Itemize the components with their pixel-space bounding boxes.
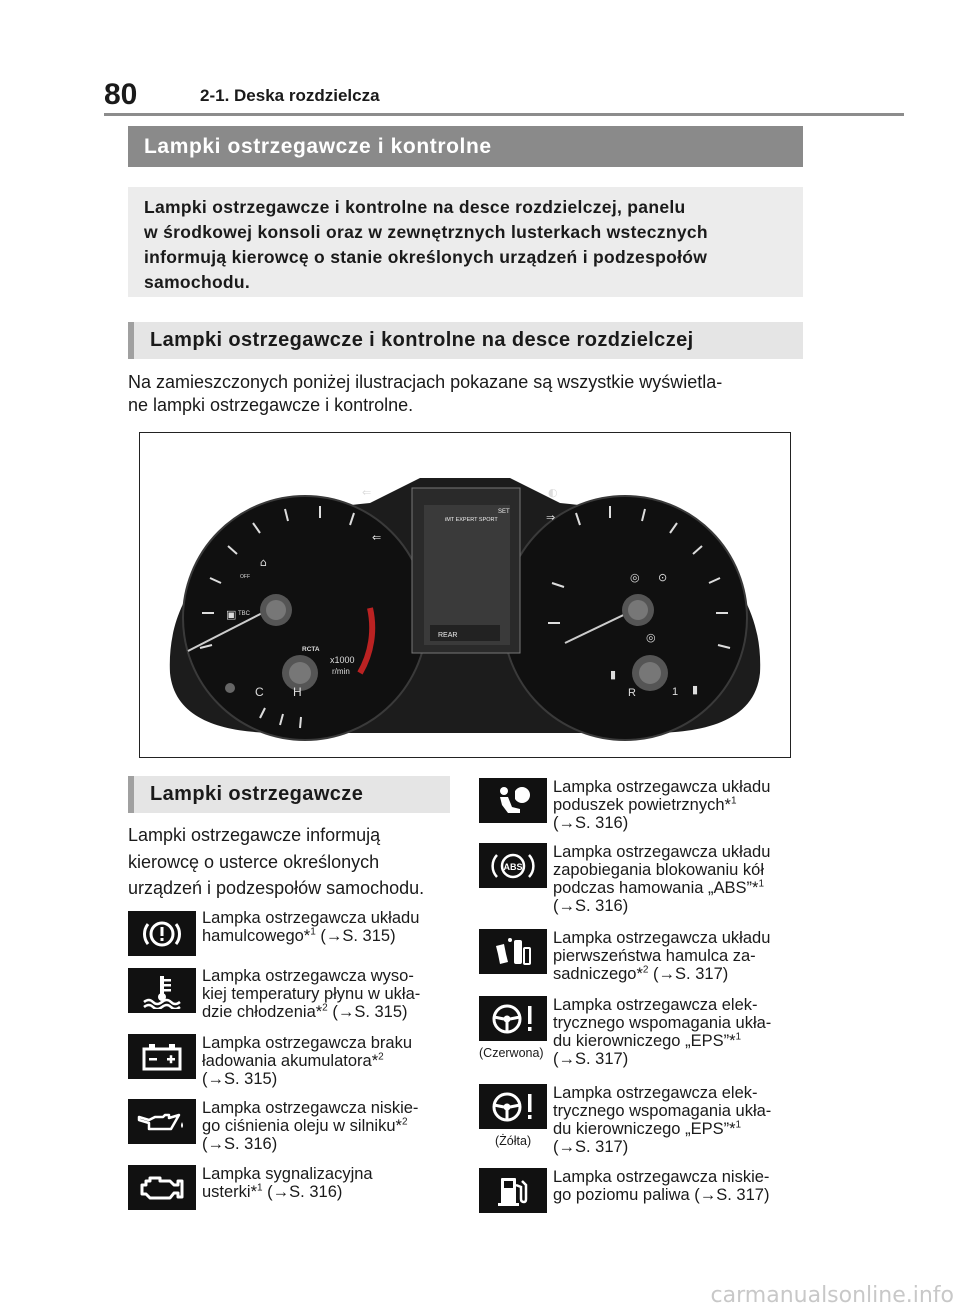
footnote-marker: 2 — [642, 964, 649, 976]
description-line — [553, 879, 813, 897]
footnote-marker: 2 — [378, 1051, 384, 1063]
description-line — [202, 1003, 464, 1021]
intro-line: Lampki ostrzegawcze i kontrolne na desce rozdzielczej, panelu — [144, 197, 686, 217]
page-number: 80 — [104, 78, 138, 111]
page-reference: (→S. 316) — [553, 814, 629, 832]
description-line: Lampka ostrzegawcza elek- — [553, 996, 758, 1014]
description-line — [202, 927, 462, 945]
footnote-marker: 2 — [401, 1116, 408, 1128]
eps-yellow-icon — [479, 1084, 547, 1129]
description-line: trycznego wspomagania ukła- — [553, 1102, 772, 1120]
display-modes-label: iMT EXPERT SPORT — [445, 517, 498, 523]
description-line — [202, 1052, 464, 1070]
description-line — [553, 965, 813, 983]
description-text: du kierowniczego „EPS”* — [553, 1120, 736, 1138]
description-text: usterki* — [202, 1183, 258, 1201]
description-text: podczas hamowania „ABS”* — [553, 879, 759, 897]
subheading-dashboard: Lampki ostrzegawcze i kontrolne na desce rozdzielczej — [128, 322, 803, 359]
description-line — [553, 1120, 813, 1138]
paragraph-line: Na zamieszczonych poniżej ilustracjach pokazane są wszystkie wyświetla- — [128, 372, 723, 392]
instrument-cluster-illustration — [139, 432, 791, 758]
svg-text:▣: ▣ — [226, 608, 237, 621]
fuel-empty-label: R — [628, 687, 636, 699]
brake-override-icon — [479, 929, 547, 974]
tbc-label: TBC — [238, 611, 250, 617]
description-line: Lampka ostrzegawcza braku — [202, 1034, 413, 1052]
temp-hot-label: H — [293, 685, 302, 699]
eps-yellow-color-note: (Żółta) — [495, 1134, 532, 1148]
page-reference: (→S. 315) — [315, 927, 396, 945]
page-title-banner: Lampki ostrzegawcze i kontrolne — [128, 126, 803, 167]
low-fuel-description — [553, 1168, 815, 1204]
page-reference: (→S. 315) — [327, 1003, 408, 1021]
warning-intro-line: urządzeń i podzespołów samochodu. — [128, 878, 425, 898]
description-line: Lampka ostrzegawcza układu — [553, 929, 771, 947]
battery-charge-icon — [128, 1034, 196, 1079]
warning-intro-line: Lampki ostrzegawcze informują — [128, 825, 381, 845]
temp-cold-label: C — [255, 685, 264, 699]
description-line — [553, 796, 813, 814]
footnote-marker: 1 — [758, 878, 764, 890]
description-line: Lampka ostrzegawcza elek- — [553, 1084, 758, 1102]
oil-pressure-description — [202, 1099, 464, 1153]
watermark: carmanualsonline.info — [710, 1283, 954, 1308]
page-reference: (→S. 316) — [262, 1183, 343, 1201]
oil-pressure-icon — [128, 1099, 196, 1144]
svg-text:◎: ◎ — [646, 631, 656, 644]
description-line: Lampka ostrzegawcza układu — [553, 843, 771, 861]
svg-text:◎: ◎ — [630, 571, 640, 584]
intro-line: samochodu. — [144, 272, 251, 292]
intro-box — [128, 187, 803, 297]
description-line — [202, 1183, 464, 1201]
eps-red-color-note: (Czerwona) — [479, 1046, 544, 1060]
section-title: 2-1. Deska rozdzielcza — [200, 86, 380, 105]
subheading-warning-lights: Lampki ostrzegawcze — [128, 776, 450, 813]
description-line — [553, 1032, 813, 1050]
svg-text:▮: ▮ — [610, 668, 617, 681]
set-label: SET — [498, 509, 510, 515]
check-engine-description — [202, 1165, 464, 1201]
svg-text:◐: ◐ — [548, 486, 558, 499]
description-line: kiej temperatury płynu w ukła- — [202, 985, 421, 1003]
footnote-marker: 1 — [257, 1182, 263, 1194]
paragraph-line: ne lampki ostrzegawcze i kontrolne. — [128, 395, 414, 415]
dashboard-paragraph — [128, 371, 808, 417]
footnote-marker: 2 — [322, 1002, 328, 1014]
check-engine-icon — [128, 1165, 196, 1210]
intro-line: w środkowej konsoli oraz w zewnętrznych lusterkach wstecznych — [144, 222, 708, 242]
low-fuel-icon — [479, 1168, 547, 1213]
description-line: Lampka ostrzegawcza niskie- — [553, 1168, 770, 1186]
footnote-marker: 1 — [310, 926, 316, 938]
airbag-icon — [479, 778, 547, 823]
svg-text:ABS: ABS — [503, 861, 523, 872]
eps-red-icon — [479, 996, 547, 1041]
eps-red-description — [553, 996, 813, 1068]
description-line: zapobiegania blokowaniu kół — [553, 861, 764, 879]
description-line: Lampka ostrzegawcza wyso- — [202, 967, 414, 985]
svg-text:▮: ▮ — [692, 683, 699, 696]
abs-description — [553, 843, 813, 915]
intro-line: informują kierowcę o stanie określonych urządzeń i podzespołów — [144, 247, 708, 267]
rear-label: REAR — [438, 632, 458, 639]
description-text: dzie chłodzenia* — [202, 1003, 323, 1021]
coolant-temp-description — [202, 967, 464, 1021]
svg-text:⇒: ⇒ — [546, 511, 556, 524]
tach-unit-top: x1000 — [330, 655, 355, 665]
description-text: du kierowniczego „EPS”* — [553, 1032, 736, 1050]
fuel-full-label: 1 — [672, 686, 679, 698]
svg-text:⌂: ⌂ — [260, 556, 267, 569]
cluster-drawing — [140, 433, 790, 757]
battery-charge-description — [202, 1034, 464, 1088]
description-line: go poziomu paliwa (→S. 317) — [553, 1186, 770, 1204]
coolant-temp-icon — [128, 968, 196, 1013]
page-reference: (→S. 317) — [553, 1050, 629, 1068]
description-text: poduszek powietrznych* — [553, 796, 731, 814]
description-line: pierwszeństwa hamulca za- — [553, 947, 756, 965]
airbag-description — [553, 778, 813, 832]
page-reference: (→S. 317) — [648, 965, 729, 983]
description-line: Lampka ostrzegawcza układu — [202, 909, 420, 927]
header-rule — [104, 113, 904, 116]
brake-override-description — [553, 929, 813, 983]
svg-text:⊙: ⊙ — [658, 571, 668, 584]
page-reference: (→S. 317) — [553, 1138, 629, 1156]
warning-intro-line: kierowcę o usterce określonych — [128, 851, 380, 872]
tach-unit-bottom: r/min — [332, 667, 350, 676]
description-text: ładowania akumulatora* — [202, 1052, 379, 1070]
description-line: Lampka ostrzegawcza układu — [553, 778, 771, 796]
description-line: Lampka ostrzegawcza niskie- — [202, 1099, 419, 1117]
eps-yellow-description — [553, 1084, 813, 1156]
footnote-marker: 1 — [735, 1119, 742, 1131]
description-line: Lampka sygnalizacyjna — [202, 1165, 373, 1183]
footnote-marker: 1 — [730, 795, 737, 807]
page-reference: (→S. 316) — [202, 1135, 278, 1153]
description-line: trycznego wspomagania ukła- — [553, 1014, 772, 1032]
brake-system-description — [202, 909, 462, 945]
off-label: OFF — [240, 574, 250, 580]
description-line — [202, 1117, 464, 1135]
warning-intro — [128, 822, 468, 902]
description-text: go ciśnienia oleju w silniku* — [202, 1117, 402, 1135]
rcta-label: RCTA — [302, 646, 320, 653]
abs-icon — [479, 843, 547, 888]
svg-text:⇐: ⇐ — [362, 486, 372, 499]
svg-text:⇐: ⇐ — [372, 531, 382, 544]
page-reference: (→S. 316) — [553, 897, 629, 915]
footnote-marker: 1 — [735, 1031, 742, 1043]
description-text: hamulcowego* — [202, 927, 311, 945]
page-reference: (→S. 315) — [202, 1070, 278, 1088]
brake-system-icon — [128, 911, 196, 956]
description-text: sadniczego* — [553, 965, 643, 983]
